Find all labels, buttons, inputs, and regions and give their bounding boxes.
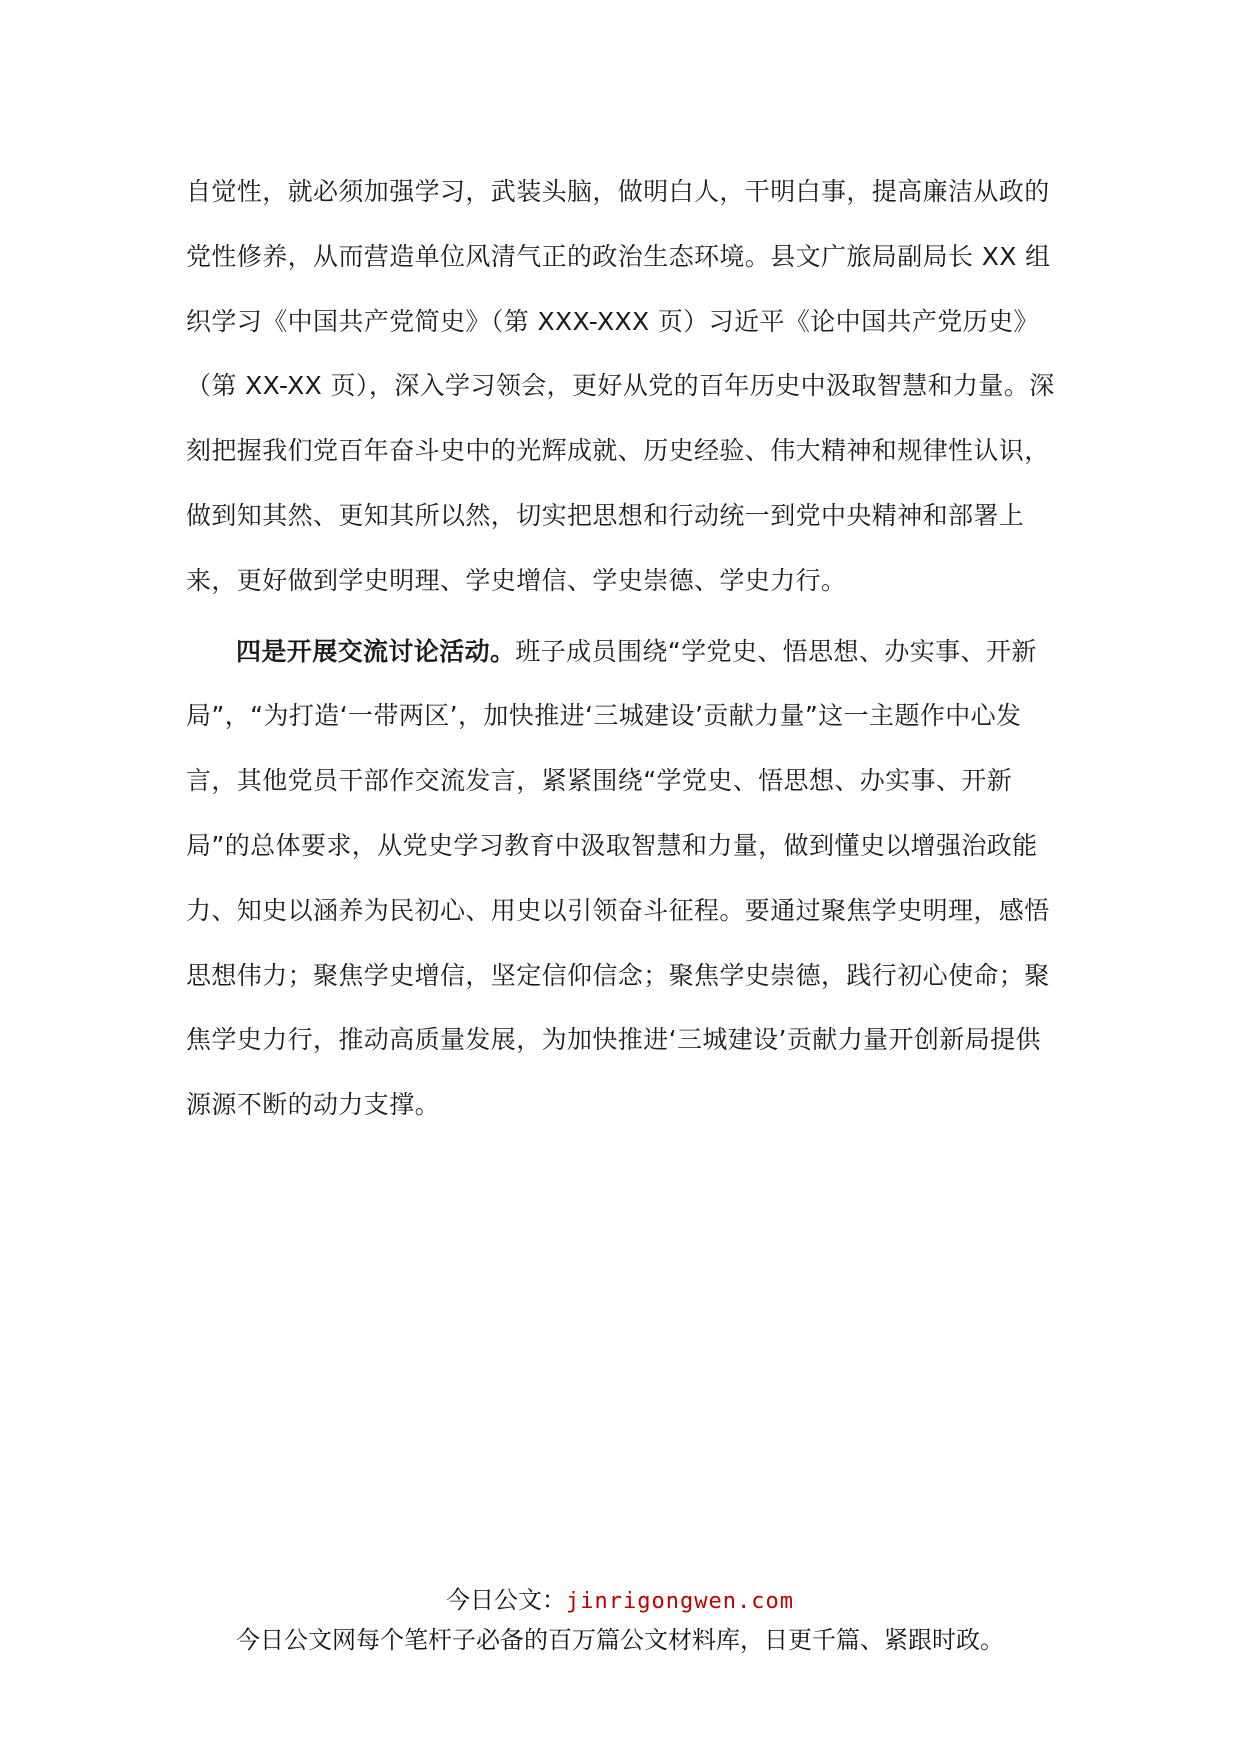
document-body xyxy=(186,160,1056,1144)
footer-site-label: 今日公文： xyxy=(446,1586,567,1614)
paragraph-discussion xyxy=(186,620,1056,1138)
paragraph-text: 班子成员围绕“学党史、悟思想、办实事、开新局”，“为打造‘一带两区’，加快推进‘三城建设’贡献力量”这一主题作中心发言，其他党员干部作交流发言，紧紧围绕“学党史、悟思想、办实事、开新局”的总体要求，从党史学习教育中汲取智慧和力量，做到懂史以增强治政能力、知史以涵养为民初心、用史以引领奋斗征程。要通过聚焦学史明理，感悟思想伟力；聚焦学史增信，坚定信仰信念；聚焦学史崇德，践行初心使命；聚焦学史力行，推动高质量发展，为加快推进‘三城建设’贡献力量开创新局提供源源不断的动力支撑。 xyxy=(186,636,1050,1120)
paragraph-continued xyxy=(186,160,1056,614)
paragraph-lead: 四是开展交流讨论活动。 xyxy=(236,636,516,666)
footer-site xyxy=(0,1580,1240,1615)
paragraph-text: 自觉性，就必须加强学习，武装头脑，做明白人，干明白事，提高廉洁从政的党性修养，从而营造单位风清气正的政治生态环境。县文广旅局副局长 XX 组织学习《中国共产党简史》（第 XXX-XXX 页）习近平《论中国共产党历史》（第 XX-XX 页），深入学习领会，更好从党的百年历史中汲取智慧和力量。深刻把握我们党百年奋斗史中的光辉成就、历史经验、伟大精神和规律性认识，做到知其然、更知其所以然，切实把思想和行动统一到党中央精神和部署上来，更好做到学史明理、学史增信、学史崇德、学史力行。 xyxy=(186,177,1055,595)
footer-site-url[interactable]: jinrigongwen.com xyxy=(566,1589,794,1614)
footer-slogan: 今日公文网每个笔杆子必备的百万篇公文材料库，日更千篇、紧跟时政。 xyxy=(236,1626,1004,1654)
